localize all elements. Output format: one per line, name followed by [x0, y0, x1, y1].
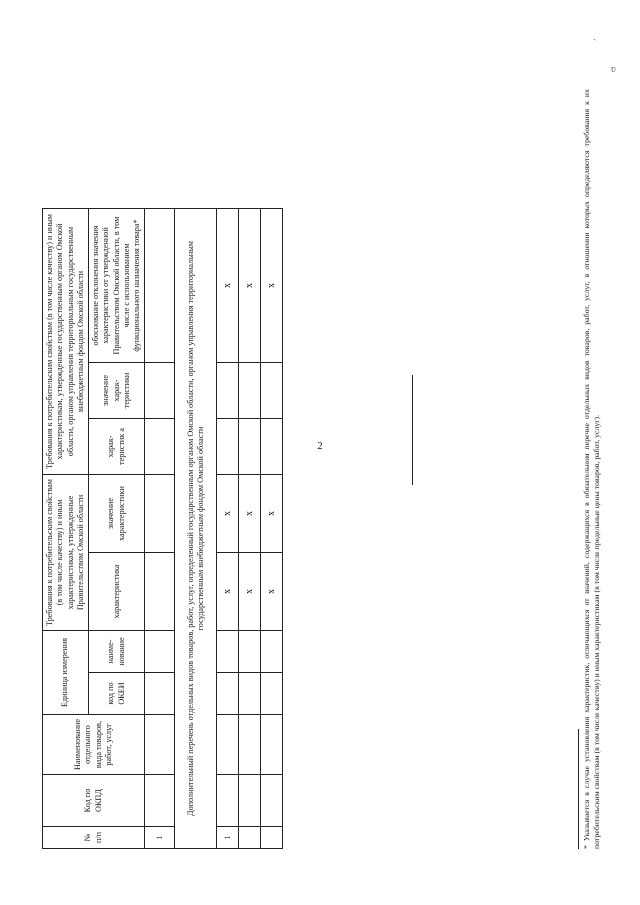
- cell-gov-char: [145, 553, 175, 631]
- cell-okpd: [239, 775, 261, 827]
- header-gov-value: значение характеристики: [89, 475, 145, 553]
- header-gov-char: характеристика: [89, 553, 145, 631]
- cell-name: [261, 715, 283, 775]
- cell-gov-value: x: [261, 475, 283, 553]
- page-number: 2: [317, 440, 323, 452]
- cell-org-value: [217, 363, 239, 419]
- cell-okpd: [145, 775, 175, 827]
- cell-unit-code: [217, 673, 239, 715]
- cell-gov-char: x: [217, 553, 239, 631]
- header-org-value: значение харак-теристики: [89, 363, 145, 419]
- cell-unit-code: [145, 673, 175, 715]
- cell-org-reason: x: [261, 209, 283, 363]
- cell-unit-name: [239, 631, 261, 673]
- table-row: [239, 209, 261, 849]
- header-org-reason: обоснование отклонения значения характеристики от утвержденной Правительством Омской области, в том числе с использованием функционального назначения товара*: [89, 209, 145, 363]
- header-name: Наименование отдельного вида товаров, работ, услуг: [43, 715, 145, 775]
- cell-unit-name: [217, 631, 239, 673]
- cell-unit-name: [261, 631, 283, 673]
- header-org-char: харак-теристик а: [89, 419, 145, 475]
- cell-name: [145, 715, 175, 775]
- header-okpd: Код по ОКПД: [43, 775, 145, 827]
- table-row: [261, 209, 283, 849]
- table-row: [217, 209, 239, 849]
- cell-unit-code: [239, 673, 261, 715]
- cell-name: [239, 715, 261, 775]
- cell-gov-value: x: [239, 475, 261, 553]
- closing-rule: [412, 375, 413, 485]
- cell-okpd: [261, 775, 283, 827]
- cell-org-char: [145, 419, 175, 475]
- header-unit-name: наиме-нование: [89, 631, 145, 673]
- requirements-table: [42, 208, 283, 849]
- scan-mark: ˎ: [593, 30, 597, 41]
- cell-gov-value: [145, 475, 175, 553]
- cell-name: [217, 715, 239, 775]
- section-title: Дополнительный перечень отдельных видов товаров, работ, услуг, определенный государственным органом Омской области, органом управления территориальным государственным внебюджетным фондом Омской области: [175, 209, 217, 849]
- header-row-1: [43, 209, 89, 849]
- scan-mark: ʋ: [611, 64, 616, 75]
- header-unit: Единица измерения: [43, 631, 89, 715]
- header-unit-code: код по ОКЕИ: [89, 673, 145, 715]
- cell-unit-name: [145, 631, 175, 673]
- cell-gov-value: x: [217, 475, 239, 553]
- footnote: * Указывается в случае установления характеристик, отличающихся от значений, содержащихся в обязательном перечне отдельных видов товаров, работ, услуг, в отношении которых определяются требования к их потребительским свойствам (в том числе качеству) и иным характеристикам (в том числе предельные цены товаров, работ, услуг).: [582, 89, 602, 849]
- cell-org-reason: [145, 209, 175, 363]
- cell-org-char: [261, 419, 283, 475]
- table-row: [145, 209, 175, 849]
- cell-org-value: [239, 363, 261, 419]
- cell-org-reason: x: [239, 209, 261, 363]
- cell-org-reason: x: [217, 209, 239, 363]
- cell-gov-char: x: [261, 553, 283, 631]
- header-req-gov: Требования к потребительским свойствам (в том числе качеству) и иным характеристикам, утвержденные Правительством Омской области: [43, 475, 89, 631]
- cell-no: 1: [145, 827, 175, 849]
- section-row: [175, 209, 217, 849]
- cell-org-char: [217, 419, 239, 475]
- header-no: № п/п: [43, 827, 145, 849]
- cell-org-value: [145, 363, 175, 419]
- cell-org-value: [261, 363, 283, 419]
- cell-gov-char: x: [239, 553, 261, 631]
- cell-no: 1: [217, 827, 239, 849]
- header-req-org: Требования к потребительским свойствам (в том числе качеству) и иным характеристикам, утвержденные государственным органом Омской области, органом управления территориальным государственным внебюджетным фондом Омской области: [43, 209, 89, 475]
- cell-okpd: [217, 775, 239, 827]
- cell-unit-code: [261, 673, 283, 715]
- cell-no: [239, 827, 261, 849]
- cell-no: [261, 827, 283, 849]
- footnote-rule: [578, 729, 579, 849]
- cell-org-char: [239, 419, 261, 475]
